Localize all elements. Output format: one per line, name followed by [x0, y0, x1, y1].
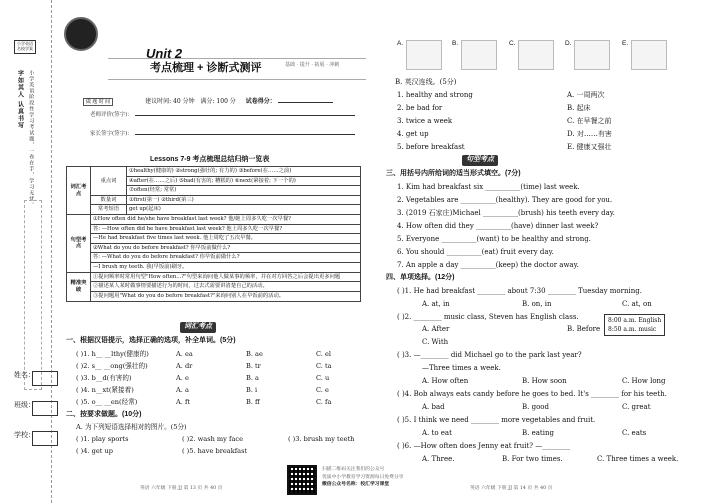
qr-line: 微信公众号名称：校汇学习课堂: [322, 482, 390, 488]
list-item[interactable]: 4. How often did they __________(have) dinner last week?: [397, 222, 599, 230]
match-left-item[interactable]: 4. get up: [397, 130, 429, 138]
question-text: ( )1. h__ __lthy(健康的): [76, 350, 149, 358]
option-b[interactable]: B. i: [246, 386, 258, 394]
brand-line-b: 名校学案: [17, 46, 33, 51]
table-row: [67, 224, 361, 234]
list-item: [76, 362, 332, 370]
option-b[interactable]: B. How soon: [522, 377, 567, 385]
option-c[interactable]: C. e: [316, 386, 329, 394]
list-item: [76, 447, 247, 455]
match-left-item[interactable]: 5. before breakfast: [397, 143, 465, 151]
match-right-item[interactable]: E. 健康又强壮: [567, 143, 612, 151]
option-a[interactable]: A. e: [176, 374, 189, 382]
table-cell: —I brush my teeth. 我(早饭前)刷牙。: [91, 263, 361, 273]
match-right-item[interactable]: C. 在早餐之前: [567, 117, 612, 125]
table-category: 句型考点: [67, 215, 91, 273]
table-cell: ②描述某人某时做事情要描述行为的时间，过去式需要讲清楚自己的活动。: [91, 282, 361, 292]
table-category: 精准突破: [67, 272, 91, 301]
summary-table: [66, 166, 361, 302]
score-label: 试卷得分：: [245, 98, 276, 105]
table-cell: ①healthy(健康的) ②strong(强壮的; 有力的) ③before(在……之前): [127, 167, 361, 177]
table-row: [67, 282, 361, 292]
table-cell: ①提问频率时常用句型"How often...?"句型来询问他人做某事的频率，并在对方回答之后会提出更多问题: [91, 272, 361, 282]
binding-line: [24, 200, 42, 390]
brand-line-a: 小学英语: [17, 41, 33, 46]
table-cell: ③提问题用"What do you do before breakfast?"来询问别人在早饭前的活动。: [91, 291, 361, 301]
match-left-item[interactable]: 1. healthy and strong: [397, 91, 473, 99]
question-text: ( )5. have breakfast: [182, 447, 248, 455]
pattern-banner: [462, 155, 498, 166]
picture-play-sports-icon: [406, 40, 442, 70]
unit-title: Unit 2: [146, 46, 183, 61]
table-cell: ④after(在……之后) ⑤bad(有害的; 糟糕的) ⑥next(紧接着; 下一个的): [127, 176, 361, 186]
option-b[interactable]: B. a: [246, 374, 259, 382]
table-row: [67, 291, 361, 301]
vocab-banner: [180, 322, 216, 333]
pic-label-e: E.: [622, 40, 629, 47]
pic-label-d: D.: [565, 40, 572, 47]
table-row: [67, 215, 361, 225]
list-item[interactable]: 7. An apple a day __________(keep) the doctor away.: [397, 261, 579, 269]
question-text: ( )4. n__xt(紧接着): [76, 386, 134, 394]
match-right-item[interactable]: B. 起床: [567, 104, 591, 112]
pic-label-a: A.: [397, 40, 404, 47]
option-c[interactable]: C. Three times a week.: [597, 455, 679, 463]
teacher-sign: [90, 112, 355, 119]
section2-subtitle: A. 为下列短语选择相对的图片。(5分): [76, 423, 187, 431]
option-a[interactable]: A. How often: [422, 377, 469, 385]
section1-title: 一、根据汉语提示，选择正确的选项，补全单词。(5分): [66, 337, 236, 344]
table-cell: get up(起床): [127, 205, 361, 215]
option-b[interactable]: B. ff: [246, 398, 260, 406]
table-cell: ①first(第一) ②third(第三): [127, 195, 361, 205]
table-row: [67, 243, 361, 253]
section3-title: 三、用括号内所给词的适当形式填空。(7分): [386, 170, 521, 177]
section4-title: 四、单项选择。(12分): [386, 274, 455, 281]
question-text: ( )5. o__ __en(经常): [76, 398, 138, 406]
option-b[interactable]: B. For two times.: [502, 455, 563, 463]
list-item: [76, 386, 329, 394]
school-field[interactable]: [14, 432, 58, 446]
brand-box: [14, 40, 36, 54]
table-subcategory: 数量词: [91, 195, 127, 205]
class-field[interactable]: [14, 402, 58, 416]
option-c[interactable]: C. How long: [622, 377, 666, 385]
table-subcategory: 重点词: [91, 167, 127, 196]
name-field[interactable]: [14, 372, 58, 386]
parent-sign-blank[interactable]: [135, 134, 355, 135]
section2-title: 二、按要求做题。(10分): [66, 411, 142, 418]
picture-wash-face-icon: [631, 40, 667, 70]
option-b[interactable]: B. tr: [246, 362, 261, 370]
question-text: ( )2. wash my face: [182, 435, 243, 443]
page-title: 考点梳理 + 诊断式测评: [150, 62, 262, 74]
pic-label-b: B.: [452, 40, 459, 47]
level-tags: 基础 · 提升 · 拓展 · 冲刺: [285, 62, 340, 68]
list-item[interactable]: 3. (2019 石家庄)Michael __________(brush) his teeth every day.: [397, 209, 616, 217]
list-item: [76, 374, 329, 382]
exam-info: [83, 98, 333, 106]
motto-b: 小学英语阶段性学习考试题，一卷在手，学习无忧。: [28, 70, 35, 208]
match-title: B. 英汉连线。(5分): [395, 78, 457, 86]
exam-badge: 做 题 时 间: [83, 98, 113, 106]
table-row: [67, 272, 361, 282]
table-row: [67, 195, 361, 205]
option-a[interactable]: A. to eat: [422, 429, 452, 437]
question-stem: ( )3. —________ did Michael go to the park last year?: [397, 351, 582, 359]
question-text: ( )3. brush my teeth: [288, 435, 355, 443]
pattern-banner-label: 句型考点: [462, 155, 498, 166]
schedule-line: 8:00 a.m. English: [608, 317, 662, 324]
vocab-banner-label: 词汇考点: [180, 322, 216, 333]
option-a[interactable]: A. dr: [176, 362, 193, 370]
binding-strip: [0, 0, 52, 503]
list-item: [422, 455, 678, 464]
table-row: [67, 253, 361, 263]
question-reply: —Three times a week.: [422, 364, 501, 372]
score-info: 满分: 100 分: [200, 98, 236, 105]
class-label: 班级：: [14, 402, 35, 409]
option-c[interactable]: C. With: [422, 338, 449, 346]
question-stem: ( )6. —How often does Jenny eat fruit? —________: [397, 442, 571, 450]
picture-brush-teeth-icon: [574, 40, 610, 70]
table-row: [67, 234, 361, 244]
option-a[interactable]: A. Three.: [422, 455, 455, 463]
table-cell: —He had breakfast five times last week. 他上周吃了五次早餐。: [91, 234, 361, 244]
teacher-sign-blank[interactable]: [135, 115, 355, 116]
qr-line: 扫描二维码关注我们的公众号: [322, 467, 385, 472]
table-row: [67, 205, 361, 215]
question-stem: ( )1. He had breakfast ________ about 7:30 ________ Tuesday morning.: [397, 287, 642, 295]
list-item: [422, 300, 652, 309]
footer-left: 英语 六年级 下册 JJ 第 13 页 共 40 页: [140, 486, 223, 491]
option-b[interactable]: B. Before: [567, 325, 601, 333]
list-item[interactable]: 5. Everyone __________(want) to be healthy and strong.: [397, 235, 591, 243]
motto-a: 字如其人 认真书写: [16, 70, 24, 130]
question-text: ( )2. s__ __ong(强壮的): [76, 362, 148, 370]
option-a[interactable]: A. at, in: [422, 300, 450, 308]
match-right-item[interactable]: A. 一周两次: [567, 91, 605, 99]
list-item: [422, 325, 600, 334]
qr-line: 优质中小学教育学习资源每日免费分享: [322, 474, 404, 480]
table-cell: ⑦often(经常; 常常): [127, 186, 361, 196]
time-info: 建议时间: 40 分钟: [145, 98, 195, 105]
list-item[interactable]: 2. Vegetables are __________(healthy). They are good for you.: [397, 196, 613, 204]
brand-logo: [64, 17, 98, 51]
question-stem: ( )5. I think we need ________ more vegetables and fruit.: [397, 416, 596, 424]
option-c[interactable]: C. fa: [316, 398, 332, 406]
footer-right: 英语 六年级 下册 JJ 第 14 页 共 40 页: [470, 486, 553, 491]
name-label: 姓名：: [14, 372, 35, 379]
score-blank[interactable]: [278, 102, 333, 103]
list-item[interactable]: 1. Kim had breakfast six __________(time) last week.: [397, 183, 580, 191]
question-text: ( )3. b__d(有害的): [76, 374, 132, 382]
option-a[interactable]: A. bad: [422, 403, 445, 411]
option-b[interactable]: B. eating: [522, 429, 554, 437]
option-c[interactable]: C. at, on: [622, 300, 652, 308]
schedule-line: 8:50 a.m. music: [608, 326, 657, 333]
question-stem: ( )2. ________ music class, Steven has English class.: [397, 313, 579, 321]
parent-sign: [90, 131, 355, 138]
option-c[interactable]: C. eats: [622, 429, 647, 437]
table-cell: 答: —What do you do before breakfast? 你早饭前做什么?: [91, 253, 361, 263]
question-text: ( )4. get up: [76, 447, 113, 455]
option-c[interactable]: C. ta: [316, 362, 332, 370]
table-cell: ②What do you do before breakfast? 你早饭前做什么?: [91, 243, 361, 253]
table-cell: ①How often did he/she have breakfast last week? 他/她上周多久吃一次早餐?: [91, 215, 361, 225]
parent-sign-label: 家长签字(签字)：: [90, 131, 133, 137]
match-left-item[interactable]: 3. twice a week: [397, 117, 453, 125]
summary-title: Lessons 7-9 考点梳理总结归纳一览表: [150, 156, 270, 163]
list-item: [422, 429, 646, 438]
option-a[interactable]: A. a: [176, 386, 189, 394]
match-right-item[interactable]: D. 对……有害: [567, 130, 612, 138]
picture-breakfast-icon: [518, 40, 554, 70]
option-c[interactable]: C. u: [316, 374, 330, 382]
question-stem: ( )4. Bob always eats candy before he goes to bed. It's ________ for his teeth.: [397, 390, 667, 398]
list-item: [76, 435, 354, 443]
table-cell: 答: —How often did he have breakfast last week? 他上周多久吃一次早餐?: [91, 224, 361, 234]
list-item: [422, 403, 651, 412]
list-item: [422, 377, 666, 386]
option-a[interactable]: A. ea: [176, 350, 193, 358]
option-a[interactable]: A. ft: [176, 398, 191, 406]
match-left-item[interactable]: 2. be bad for: [397, 104, 443, 112]
option-a[interactable]: A. After: [422, 325, 450, 333]
option-c[interactable]: C. el: [316, 350, 332, 358]
pic-label-c: C.: [509, 40, 516, 47]
school-label: 学校：: [14, 432, 35, 439]
option-b[interactable]: B. good: [522, 403, 549, 411]
qr-code-icon: [287, 465, 317, 495]
option-b[interactable]: B. ae: [246, 350, 263, 358]
list-item: [76, 398, 331, 406]
table-row: [67, 263, 361, 273]
option-c[interactable]: C. great: [622, 403, 651, 411]
table-subcategory: 常考短语: [91, 205, 127, 215]
picture-get-up-icon: [461, 40, 497, 70]
table-category: 词汇考点: [67, 167, 91, 215]
qr-caption: [322, 466, 404, 489]
list-item: [76, 350, 331, 358]
table-row: [67, 167, 361, 177]
option-b[interactable]: B. on, in: [522, 300, 552, 308]
class-schedule: [604, 314, 665, 336]
teacher-sign-label: 老师评价(签字)：: [90, 112, 133, 118]
question-text: ( )1. play sports: [76, 435, 129, 443]
list-item[interactable]: 6. You should __________(eat) fruit every day.: [397, 248, 554, 256]
